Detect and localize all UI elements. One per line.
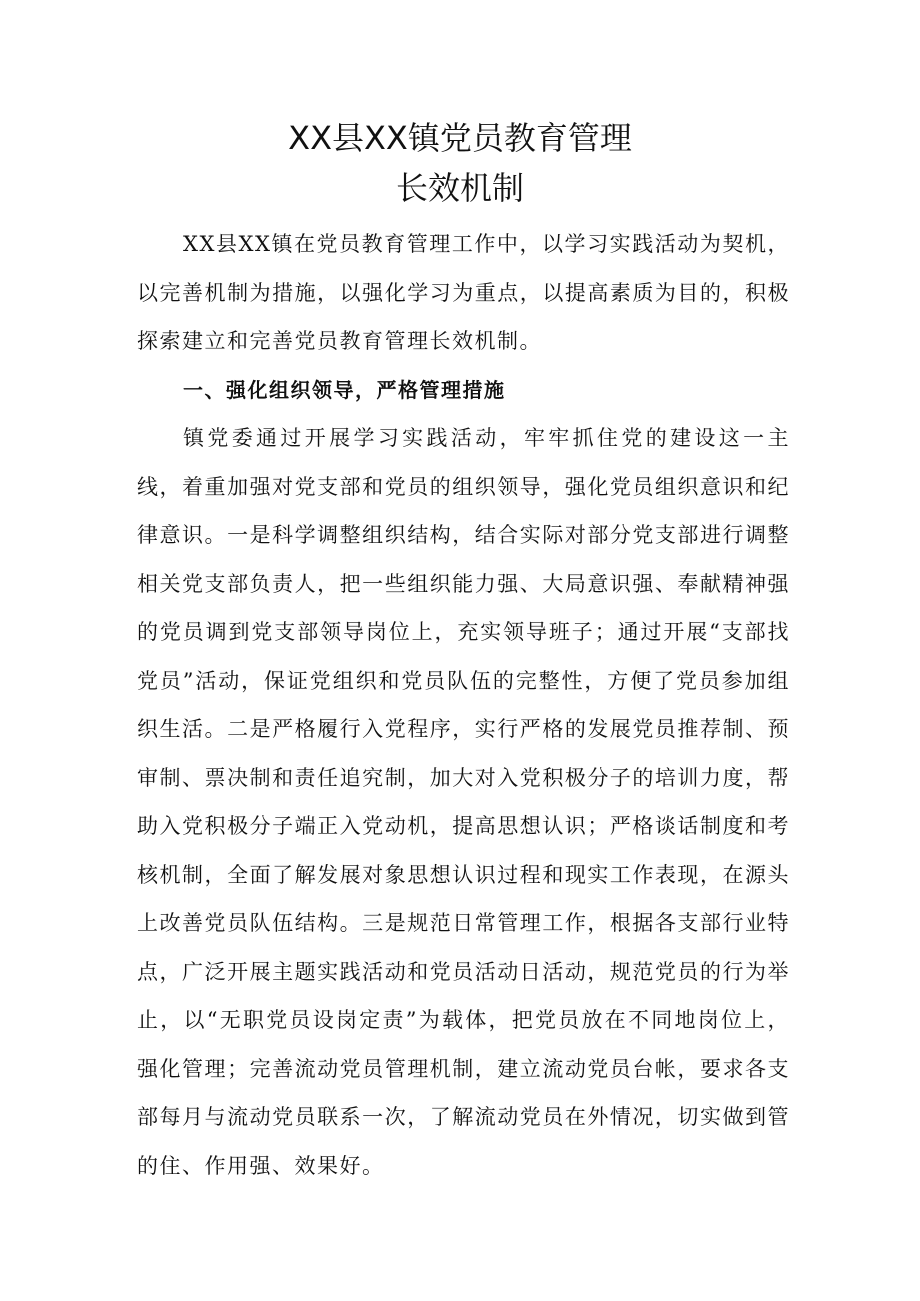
document-title-line2: 长效机制 xyxy=(395,169,524,207)
intro-paragraph: XX县XX镇在党员教育管理工作中，以学习实践活动为契机，以完善机制为措施，以强化学习为重点，以提高素质为目的，积极探索建立和完善党员教育管理长效机制。 xyxy=(137,232,790,353)
document-body xyxy=(137,220,790,1190)
document-title-line1: XX县XX镇党员教育管理 xyxy=(288,119,632,157)
section-1-paragraph: 镇党委通过开展学习实践活动，牢牢抓住党的建设这一主线，着重加强对党支部和党员的组织领导，强化党员组织意识和纪律意识。一是科学调整组织结构，结合实际对部分党支部进行调整相关党支部负责人，把一些组织能力强、大局意识强、奉献精神强的党员调到党支部领导岗位上，充实领导班子；通过开展“支部找党员”活动，保证党组织和党员队伍的完整性，方便了党员参加组织生活。二是严格履行入党程序，实行严格的发展党员推荐制、预审制、票决制和责任追究制，加大对入党积极分子的培训力度，帮助入党积极分子端正入党动机，提高思想认识；严格谈话制度和考核机制，全面了解发展对象思想认识过程和现实工作表现，在源头上改善党员队伍结构。三是规范日常管理工作，根据各支部行业特点，广泛开展主题实践活动和党员活动日活动，规范党员的行为举止，以“无职党员设岗定责”为载体，把党员放在不同地岗位上，强化管理；完善流动党员管理机制，建立流动党员台帐，要求各支部每月与流动党员联系一次，了解流动党员在外情况，切实做到管的住、作用强、效果好。 xyxy=(137,426,790,1178)
section-1-heading: 一、强化组织领导，严格管理措施 xyxy=(183,377,506,402)
